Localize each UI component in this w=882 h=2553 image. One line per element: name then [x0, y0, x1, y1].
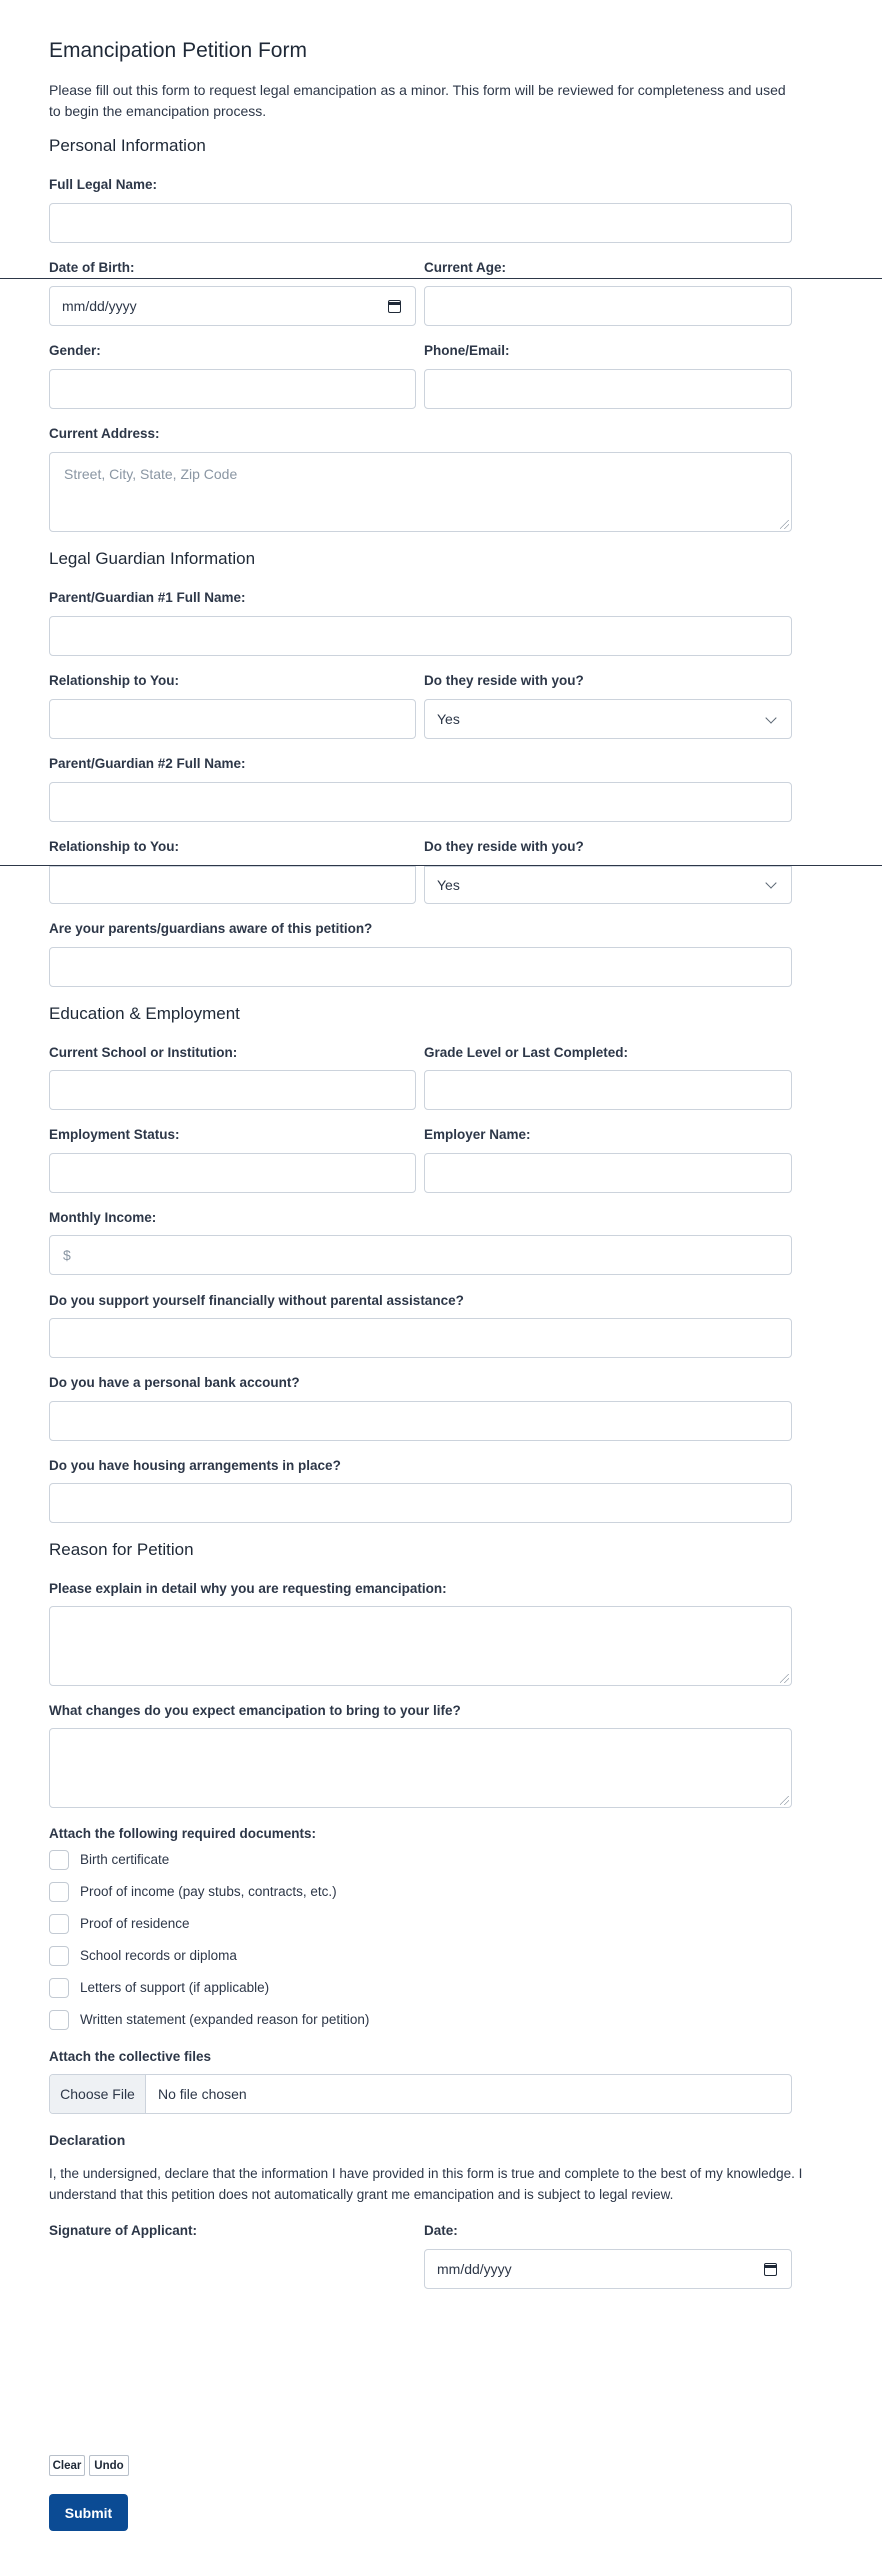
resize-handle-icon[interactable] — [780, 1796, 789, 1805]
grade-label: Grade Level or Last Completed: — [424, 1045, 629, 1060]
guardian1-name-label: Parent/Guardian #1 Full Name: — [49, 590, 246, 605]
checkbox-label: Birth certificate — [80, 1852, 170, 1867]
employment-label: Employment Status: — [49, 1127, 180, 1142]
birth-certificate-checkbox[interactable] — [49, 1850, 69, 1870]
choose-file-button[interactable]: Choose File — [50, 2075, 146, 2113]
bank-input[interactable] — [49, 1401, 792, 1441]
checkbox-label: School records or diploma — [80, 1948, 237, 1963]
guardian1-relationship-input[interactable] — [49, 699, 416, 739]
housing-label: Do you have housing arrangements in place? — [49, 1458, 341, 1473]
guardian2-reside-select[interactable] — [424, 866, 792, 904]
date-placeholder: mm/dd/yyyy — [437, 2261, 512, 2277]
declaration-text: I, the undersigned, declare that the information I have provided in this form is true and complete to the best of my knowledge. I understand that this petition does not automatically grant me emancipation and is subject to legal review. — [49, 2166, 803, 2202]
housing-input[interactable] — [49, 1483, 792, 1523]
school-label: Current School or Institution: — [49, 1045, 238, 1060]
employment-input[interactable] — [49, 1153, 416, 1193]
guardian2-relationship-input[interactable] — [49, 866, 416, 904]
changes-textarea[interactable] — [49, 1728, 792, 1808]
chevron-down-icon — [765, 877, 776, 888]
address-placeholder: Street, City, State, Zip Code — [64, 466, 238, 482]
dob-placeholder: mm/dd/yyyy — [62, 298, 137, 314]
resize-handle-icon[interactable] — [780, 1674, 789, 1683]
address-textarea[interactable] — [49, 452, 792, 532]
checkbox-label: Proof of income (pay stubs, contracts, etc.) — [80, 1884, 337, 1899]
page-title: Emancipation Petition Form — [49, 39, 307, 62]
explain-textarea[interactable] — [49, 1606, 792, 1686]
school-records-checkbox[interactable] — [49, 1946, 69, 1966]
files-label: Attach the collective files — [49, 2049, 212, 2064]
grade-input[interactable] — [424, 1070, 792, 1110]
full-name-input[interactable] — [49, 203, 792, 243]
income-input[interactable] — [49, 1235, 792, 1275]
letters-of-support-checkbox[interactable] — [49, 1978, 69, 1998]
guardian2-name-label: Parent/Guardian #2 Full Name: — [49, 756, 246, 771]
full-name-label: Full Legal Name: — [49, 177, 158, 192]
support-label: Do you support yourself financially without parental assistance? — [49, 1293, 464, 1308]
guardian1-reside-value: Yes — [437, 711, 460, 727]
guardian2-reside-value: Yes — [437, 877, 460, 893]
chevron-down-icon — [765, 712, 776, 723]
contact-input[interactable] — [424, 369, 792, 409]
gender-label: Gender: — [49, 343, 101, 358]
income-label: Monthly Income: — [49, 1210, 157, 1225]
age-input[interactable] — [424, 286, 792, 326]
gender-input[interactable] — [49, 369, 416, 409]
checkbox-label: Written statement (expanded reason for petition) — [80, 2012, 370, 2027]
guardian2-reside-label: Do they reside with you? — [424, 839, 584, 854]
section-reason-heading: Reason for Petition — [49, 1540, 194, 1559]
submit-button[interactable]: Submit — [49, 2494, 128, 2531]
divider-line — [0, 278, 882, 279]
written-statement-checkbox[interactable] — [49, 2010, 69, 2030]
file-input[interactable] — [49, 2074, 792, 2114]
checkbox-label: Letters of support (if applicable) — [80, 1980, 270, 1995]
form-intro: Please fill out this form to request legal emancipation as a minor. This form will be reviewed for completeness and used to begin the emancipation process. — [49, 82, 786, 119]
aware-label: Are your parents/guardians aware of this petition? — [49, 921, 373, 936]
income-placeholder: $ — [63, 1247, 71, 1263]
contact-label: Phone/Email: — [424, 343, 510, 358]
signature-pad[interactable] — [49, 2245, 409, 2435]
dob-label: Date of Birth: — [49, 260, 135, 275]
signature-label: Signature of Applicant: — [49, 2223, 197, 2238]
calendar-icon[interactable] — [764, 2263, 777, 2276]
employer-label: Employer Name: — [424, 1127, 531, 1142]
documents-label: Attach the following required documents: — [49, 1826, 317, 1841]
file-status: No file chosen — [158, 2086, 247, 2102]
section-personal-heading: Personal Information — [49, 136, 206, 155]
undo-button[interactable]: Undo — [89, 2455, 129, 2476]
date-input[interactable] — [424, 2249, 792, 2289]
guardian2-relationship-label: Relationship to You: — [49, 839, 179, 854]
aware-input[interactable] — [49, 947, 792, 987]
guardian1-name-input[interactable] — [49, 616, 792, 656]
support-input[interactable] — [49, 1318, 792, 1358]
guardian1-relationship-label: Relationship to You: — [49, 673, 179, 688]
guardian1-reside-label: Do they reside with you? — [424, 673, 584, 688]
guardian2-name-input[interactable] — [49, 782, 792, 822]
changes-label: What changes do you expect emancipation to bring to your life? — [49, 1703, 461, 1718]
resize-handle-icon[interactable] — [780, 520, 789, 529]
declaration-heading: Declaration — [49, 2132, 126, 2148]
proof-of-residence-checkbox[interactable] — [49, 1914, 69, 1934]
employer-input[interactable] — [424, 1153, 792, 1193]
calendar-icon[interactable] — [388, 300, 401, 313]
age-label: Current Age: — [424, 260, 507, 275]
explain-label: Please explain in detail why you are requesting emancipation: — [49, 1581, 447, 1596]
clear-button[interactable]: Clear — [49, 2455, 85, 2476]
dob-input[interactable] — [49, 286, 416, 326]
proof-of-income-checkbox[interactable] — [49, 1882, 69, 1902]
address-label: Current Address: — [49, 426, 160, 441]
date-label: Date: — [424, 2223, 458, 2238]
bank-label: Do you have a personal bank account? — [49, 1375, 300, 1390]
guardian1-reside-select[interactable] — [424, 699, 792, 739]
section-education-heading: Education & Employment — [49, 1004, 240, 1023]
section-guardian-heading: Legal Guardian Information — [49, 549, 256, 568]
checkbox-label: Proof of residence — [80, 1916, 190, 1931]
school-input[interactable] — [49, 1070, 416, 1110]
